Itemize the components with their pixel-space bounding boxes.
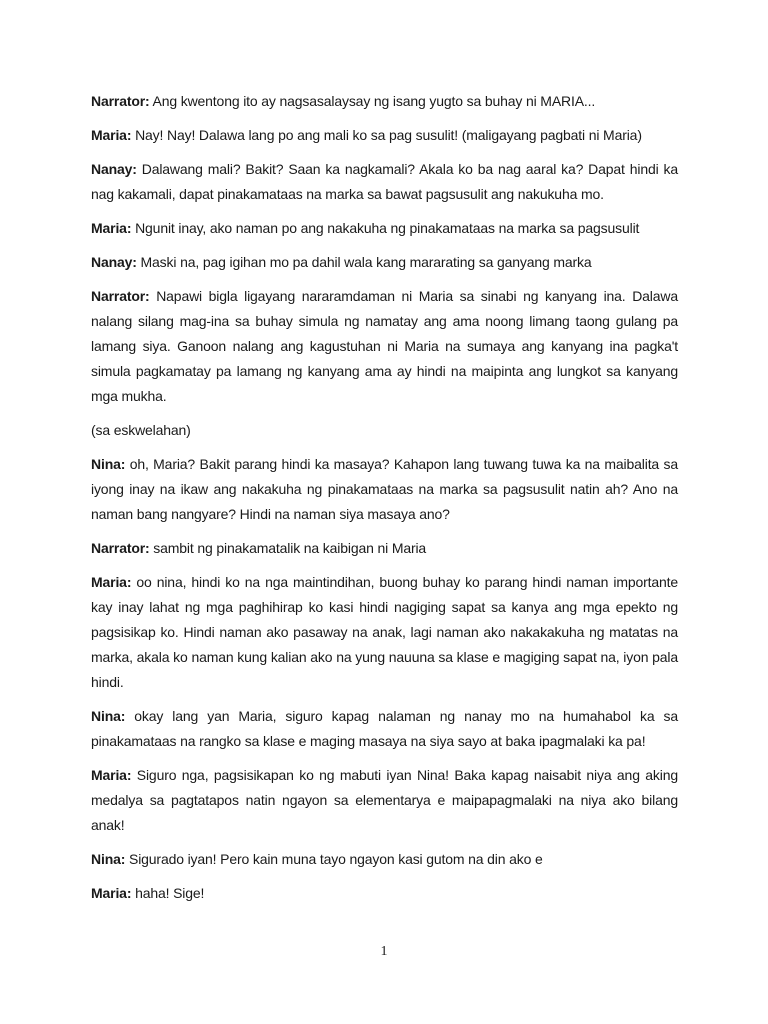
dialogue-paragraph bbox=[91, 847, 678, 872]
dialogue-paragraph bbox=[91, 704, 678, 754]
dialogue-paragraph bbox=[91, 216, 678, 241]
speaker-label: Narrator: bbox=[91, 93, 150, 109]
dialogue-text: oh, Maria? Bakit parang hindi ka masaya? Kahapon lang tuwang tuwa ka na maibalita sa iyong inay na ikaw ang nakakuha ng pinakamataas na marka sa pagsusulit natin ah? Ano na naman bang nangyare? Hindi na naman siya masaya ano? bbox=[91, 456, 678, 522]
dialogue-paragraph bbox=[91, 763, 678, 838]
dialogue-paragraph bbox=[91, 570, 678, 695]
dialogue-text: Sigurado iyan! Pero kain muna tayo ngayon kasi gutom na din ako e bbox=[125, 851, 543, 867]
speaker-label: Nanay: bbox=[91, 254, 137, 270]
dialogue-text: haha! Sige! bbox=[131, 885, 205, 901]
dialogue-paragraph bbox=[91, 250, 678, 275]
dialogue-paragraph bbox=[91, 89, 678, 114]
dialogue-text: Maski na, pag igihan mo pa dahil wala kang mararating sa ganyang marka bbox=[136, 254, 592, 270]
dialogue-text: (sa eskwelahan) bbox=[91, 422, 191, 438]
dialogue-text: sambit ng pinakamatalik na kaibigan ni Maria bbox=[149, 540, 427, 556]
speaker-label: Maria: bbox=[91, 574, 132, 590]
dialogue-text: Napawi bigla ligayang nararamdaman ni Maria sa sinabi ng kanyang ina. Dalawa nalang silang mag-ina sa buhay simula ng namatay ang ama noong limang taong gulang pa lamang siya. Ganoon nalang ang kagustuhan ni Maria na sumaya ang kanyang ina pagka't simula pagkamatay pa lamang ng kanyang ama ay hindi na maipinta ang lungkot sa kanyang mga mukha. bbox=[91, 288, 678, 404]
dialogue-paragraph bbox=[91, 536, 678, 561]
dialogue-text: okay lang yan Maria, siguro kapag nalaman ng nanay mo na humahabol ka sa pinakamataas na rangko sa klase e maging masaya na siya sayo at baka ipagmalaki ka pa! bbox=[91, 708, 678, 749]
speaker-label: Narrator: bbox=[91, 288, 150, 304]
speaker-label: Maria: bbox=[91, 127, 132, 143]
dialogue-paragraph bbox=[91, 881, 678, 906]
dialogue-paragraph bbox=[91, 123, 678, 148]
dialogue-paragraph bbox=[91, 284, 678, 409]
speaker-label: Nanay: bbox=[91, 161, 137, 177]
speaker-label: Maria: bbox=[91, 885, 132, 901]
dialogue-text: oo nina, hindi ko na nga maintindihan, buong buhay ko parang hindi naman importante kay inay lahat ng mga paghihirap ko kasi hindi nagiging sapat sa kanya ang mga epekto ng pagsisikap ko. Hindi naman ako pasaway na anak, lagi naman ako nakakakuha ng matatas na marka, akala ko naman kung kalian ako na yung nauuna sa klase e magiging sapat na, iyon pala hindi. bbox=[91, 574, 678, 690]
speaker-label: Maria: bbox=[91, 220, 132, 236]
speaker-label: Nina: bbox=[91, 708, 126, 724]
script-body bbox=[91, 89, 678, 915]
dialogue-paragraph bbox=[91, 452, 678, 527]
speaker-label: Narrator: bbox=[91, 540, 150, 556]
dialogue-text: Ngunit inay, ako naman po ang nakakuha ng pinakamataas na marka sa pagsusulit bbox=[131, 220, 640, 236]
page-number: 1 bbox=[380, 944, 388, 959]
dialogue-text: Dalawang mali? Bakit? Saan ka nagkamali? Akala ko ba nag aaral ka? Dapat hindi ka nag kakamali, dapat pinakamataas na marka sa bawat pagsusulit ang nakukuha mo. bbox=[91, 161, 678, 202]
dialogue-text: Siguro nga, pagsisikapan ko ng mabuti iyan Nina! Baka kapag naisabit niya ang aking medalya sa pagtatapos natin ngayon sa elementarya e maipapagmalaki na niya ako bilang anak! bbox=[91, 767, 678, 833]
dialogue-text: Nay! Nay! Dalawa lang po ang mali ko sa pag susulit! (maligayang pagbati ni Maria) bbox=[131, 127, 642, 143]
dialogue-paragraph bbox=[91, 157, 678, 207]
stage-direction bbox=[91, 418, 678, 443]
speaker-label: Nina: bbox=[91, 851, 126, 867]
dialogue-text: Ang kwentong ito ay nagsasalaysay ng isang yugto sa buhay ni MARIA... bbox=[149, 93, 596, 109]
speaker-label: Nina: bbox=[91, 456, 126, 472]
speaker-label: Maria: bbox=[91, 767, 132, 783]
